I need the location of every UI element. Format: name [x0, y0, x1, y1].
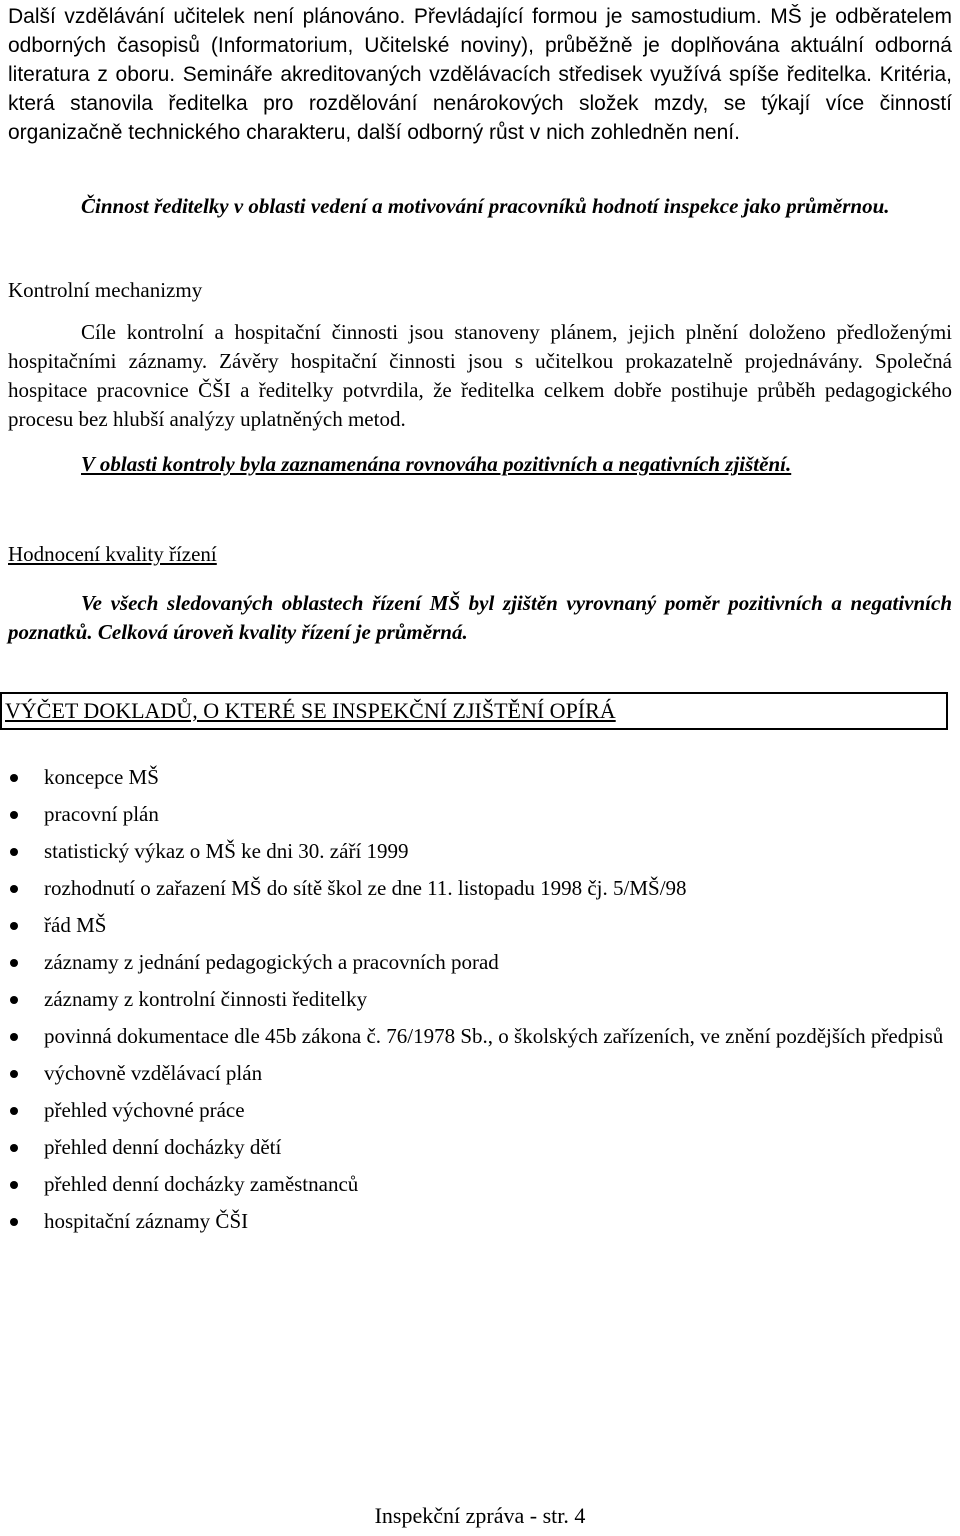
list-item: povinná dokumentace dle 45b zákona č. 76/1978 Sb., o školských zařízeních, ve znění pozdějších předpisů	[8, 1022, 952, 1051]
list-item: hospitační záznamy ČŠI	[8, 1207, 952, 1236]
doklady-list	[8, 763, 952, 1244]
intro-paragraph: Další vzdělávání učitelek není plánováno. Převládající formou je samostudium. MŠ je odběratelem odborných časopisů (Informatorium, Učitelské noviny), průběžně je doplňována aktuální odborná literatura z oboru. Semináře akreditovaných vzdělávacích středisek využívá spíše ředitelka. Kritéria, která stanovila ředitelka pro rozdělování nenárokových složek mzdy, se týkají více činností organizačně technického charakteru, další odborný růst v nich zohledněn není.	[8, 5, 952, 144]
hodnoceni-summary: Ve všech sledovaných oblastech řízení MŠ byl zjištěn vyrovnaný poměr pozitivních a negativních poznatků. Celková úroveň kvality řízení je průměrná.	[8, 591, 952, 644]
list-item: přehled výchovné práce	[8, 1096, 952, 1125]
list-item: záznamy z jednání pedagogických a pracovních porad	[8, 948, 952, 977]
section-heading-kontrola: Kontrolní mechanizmy	[8, 278, 203, 302]
list-item: řád MŠ	[8, 911, 952, 940]
list-item: statistický výkaz o MŠ ke dni 30. září 1999	[8, 837, 952, 866]
list-item: přehled denní docházky dětí	[8, 1133, 952, 1162]
section-heading-hodnoceni: Hodnocení kvality řízení	[8, 542, 217, 566]
doklady-heading: VÝČET DOKLADŮ, O KTERÉ SE INSPEKČNÍ ZJIŠTĚNÍ OPÍRÁ	[5, 698, 616, 723]
leadership-summary: Činnost ředitelky v oblasti vedení a motivování pracovníků hodnotí inspekce jako průměrnou.	[81, 194, 890, 218]
list-item: pracovní plán	[8, 800, 952, 829]
doklady-heading-box	[0, 692, 948, 730]
kontrola-summary: V oblasti kontroly byla zaznamenána rovnováha pozitivních a negativních zjištění.	[81, 452, 792, 476]
page-footer: Inspekční zpráva - str. 4	[374, 1503, 586, 1528]
list-item: přehled denní docházky zaměstnanců	[8, 1170, 952, 1199]
list-item: koncepce MŠ	[8, 763, 952, 792]
list-item: výchovně vzdělávací plán	[8, 1059, 952, 1088]
list-item: rozhodnutí o zařazení MŠ do sítě škol ze dne 11. listopadu 1998 čj. 5/MŠ/98	[8, 874, 952, 903]
kontrola-paragraph: Cíle kontrolní a hospitační činnosti jsou stanoveny plánem, jejich plnění doloženo předloženými hospitačními záznamy. Závěry hospitační činnosti jsou s učitelkou prokazatelně projednávány. Společná hospitace pracovnice ČŠI a ředitelky potvrdila, že ředitelka celkem dobře postihuje průběh pedagogického procesu bez hlubší analýzy uplatněných metod.	[8, 320, 952, 431]
list-item: záznamy z kontrolní činnosti ředitelky	[8, 985, 952, 1014]
